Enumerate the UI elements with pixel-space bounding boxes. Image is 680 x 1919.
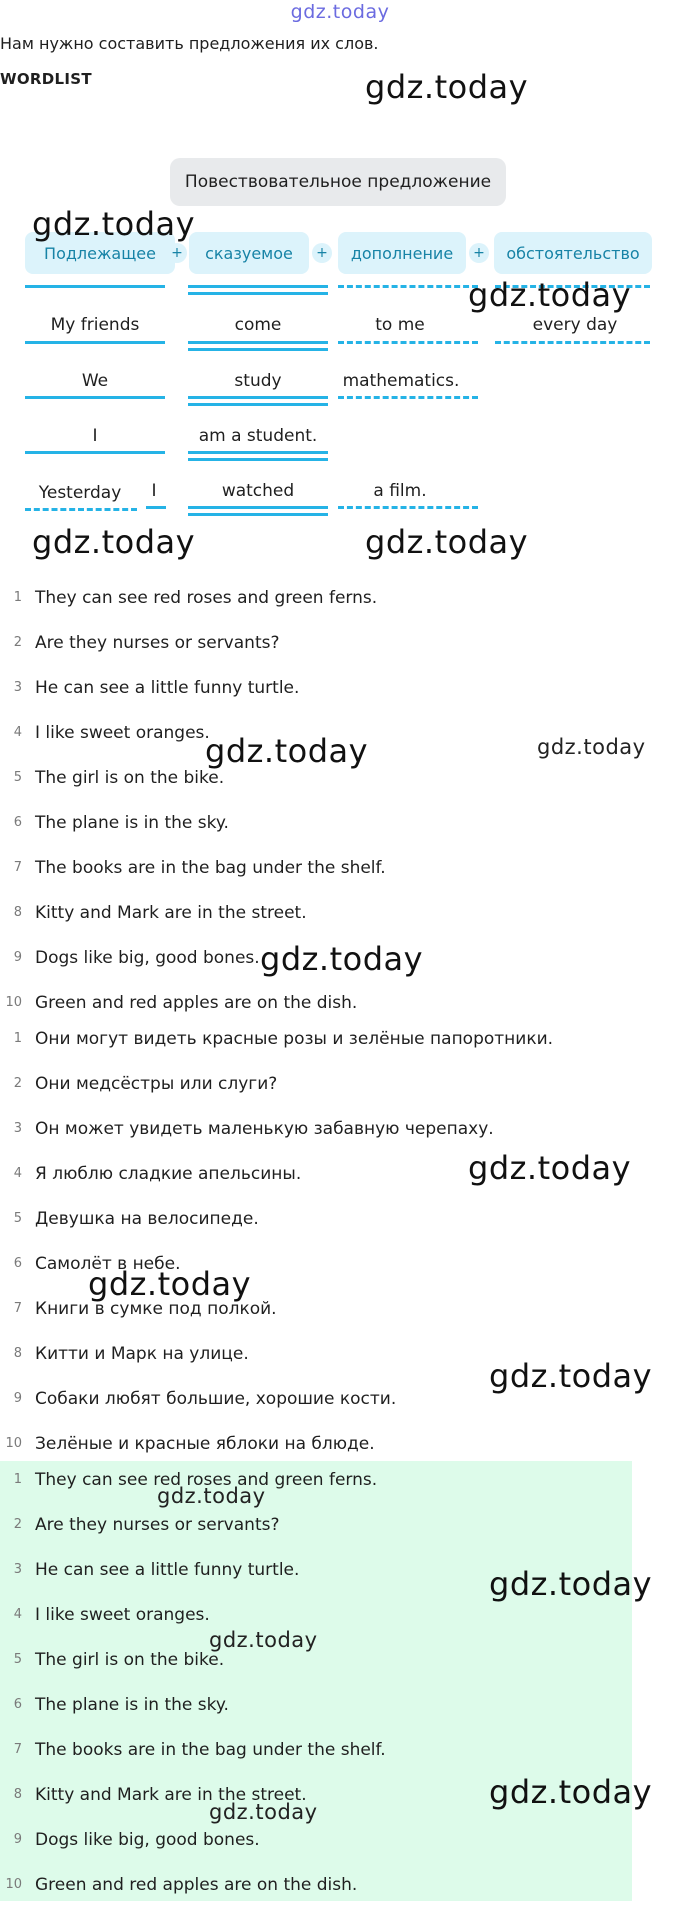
subject-underline [146, 506, 166, 509]
watermark: gdz.today [365, 68, 529, 106]
sentence-type-label: Повествовательное предложение [170, 158, 506, 206]
answer-sentence: Dogs like big, good bones. [35, 1830, 260, 1850]
item-number: 9 [13, 1832, 22, 1847]
plus-icon: + [167, 243, 187, 263]
item-number: 4 [13, 1166, 22, 1181]
wordlist-label: WORDLIST [0, 70, 92, 88]
watermark: gdz.today [468, 1149, 632, 1187]
watermark: gdz.today [365, 523, 529, 561]
example-subject: I [92, 426, 98, 446]
list-item [0, 812, 680, 857]
object-underline [338, 396, 478, 399]
english-sentence: The girl is on the bike. [35, 768, 225, 788]
list-item [0, 587, 680, 632]
answer-sentence: Kitty and Mark are in the street. [35, 1785, 307, 1805]
watermark: gdz.today [537, 735, 646, 759]
list-item [0, 1874, 680, 1919]
watermark: gdz.today [32, 523, 196, 561]
item-number: 6 [13, 1256, 22, 1271]
item-number: 8 [13, 905, 22, 920]
english-sentence: He can see a little funny turtle. [35, 678, 300, 698]
example-predicate: come [234, 315, 282, 335]
role-subject: Подлежащее [25, 232, 175, 274]
site-logo[interactable]: gdz.today [290, 1, 390, 23]
item-number: 10 [5, 995, 22, 1010]
answer-sentence: Green and red apples are on the dish. [35, 1875, 358, 1895]
example-object: a film. [373, 481, 427, 501]
english-sentence: The books are in the bag under the shelf. [35, 858, 386, 878]
example-object: to me [375, 315, 425, 335]
item-number: 5 [13, 1652, 22, 1667]
list-item [0, 1604, 680, 1649]
role-object: дополнение [338, 232, 466, 274]
object-underline [338, 506, 478, 509]
item-number: 2 [13, 1076, 22, 1091]
russian-sentence-list [0, 1028, 680, 1478]
list-item [0, 1469, 680, 1514]
item-number: 2 [13, 635, 22, 650]
watermark: gdz.today [489, 1773, 653, 1811]
example-subject: I [151, 481, 157, 501]
task-text: Нам нужно составить предложения их слов. [0, 34, 379, 53]
predicate-underline [188, 403, 328, 406]
list-item [0, 1649, 680, 1694]
predicate-underline [188, 348, 328, 351]
item-number: 8 [13, 1787, 22, 1802]
russian-sentence: Собаки любят большие, хорошие кости. [35, 1389, 397, 1409]
example-subject: We [81, 371, 109, 391]
role-predicate: сказуемое [189, 232, 309, 274]
watermark: gdz.today [468, 276, 632, 314]
answer-sentence: The girl is on the bike. [35, 1650, 225, 1670]
russian-sentence: Книги в сумке под полкой. [35, 1299, 277, 1319]
watermark: gdz.today [157, 1484, 266, 1508]
item-number: 4 [13, 1607, 22, 1622]
answer-sentence: He can see a little funny turtle. [35, 1560, 300, 1580]
list-item [0, 632, 680, 677]
object-underline [338, 285, 478, 288]
list-item [0, 1829, 680, 1874]
answer-sentence: They can see red roses and green ferns. [35, 1470, 378, 1490]
list-item [0, 1073, 680, 1118]
object-underline [338, 341, 478, 344]
english-sentence: Kitty and Mark are in the street. [35, 903, 307, 923]
answer-sentence: I like sweet oranges. [35, 1605, 210, 1625]
list-item [0, 1028, 680, 1073]
list-item [0, 677, 680, 722]
russian-sentence: Я люблю сладкие апельсины. [35, 1164, 302, 1184]
item-number: 8 [13, 1346, 22, 1361]
predicate-underline [188, 285, 328, 288]
watermark: gdz.today [209, 1628, 318, 1652]
item-number: 6 [13, 1697, 22, 1712]
item-number: 7 [13, 1742, 22, 1757]
watermark: gdz.today [209, 1800, 318, 1824]
item-number: 6 [13, 815, 22, 830]
answer-sentence: The plane is in the sky. [35, 1695, 229, 1715]
item-number: 2 [13, 1517, 22, 1532]
predicate-underline [188, 451, 328, 454]
example-adverbial: every day [532, 315, 618, 335]
english-sentence: Dogs like big, good bones. [35, 948, 260, 968]
watermark: gdz.today [489, 1357, 653, 1395]
plus-icon: + [469, 243, 489, 263]
russian-sentence: Зелёные и красные яблоки на блюде. [35, 1434, 375, 1454]
item-number: 5 [13, 1211, 22, 1226]
list-item [0, 1514, 680, 1559]
predicate-underline [188, 396, 328, 399]
english-sentence: Are they nurses or servants? [35, 633, 280, 653]
example-adverbial: Yesterday [38, 483, 122, 503]
item-number: 10 [5, 1877, 22, 1892]
predicate-underline [188, 506, 328, 509]
item-number: 7 [13, 1301, 22, 1316]
russian-sentence: Он может увидеть маленькую забавную черепаху. [35, 1119, 494, 1139]
watermark: gdz.today [260, 940, 424, 978]
adverbial-underline [25, 508, 137, 511]
predicate-underline [188, 513, 328, 516]
subject-underline [25, 285, 165, 288]
subject-underline [25, 396, 165, 399]
item-number: 4 [13, 725, 22, 740]
example-predicate: study [234, 371, 282, 391]
adverbial-underline [495, 341, 650, 344]
list-item [0, 1694, 680, 1739]
list-item [0, 1298, 680, 1343]
english-sentence: The plane is in the sky. [35, 813, 229, 833]
list-item [0, 1208, 680, 1253]
item-number: 3 [13, 1121, 22, 1136]
item-number: 1 [13, 1472, 22, 1487]
example-predicate: am a student. [198, 426, 318, 446]
subject-underline [25, 451, 165, 454]
russian-sentence: Они могут видеть красные розы и зелёные папоротники. [35, 1029, 554, 1049]
watermark: gdz.today [489, 1565, 653, 1603]
russian-sentence: Они медсёстры или слуги? [35, 1074, 278, 1094]
predicate-underline [188, 292, 328, 295]
watermark: gdz.today [88, 1265, 252, 1303]
item-number: 1 [13, 590, 22, 605]
predicate-underline [188, 341, 328, 344]
item-number: 1 [13, 1031, 22, 1046]
role-adverbial: обстоятельство [494, 232, 652, 274]
item-number: 3 [13, 680, 22, 695]
plus-icon: + [312, 243, 332, 263]
english-sentence: Green and red apples are on the dish. [35, 993, 358, 1013]
watermark: gdz.today [205, 732, 369, 770]
answer-sentence: The books are in the bag under the shelf. [35, 1740, 386, 1760]
russian-sentence: Девушка на велосипеде. [35, 1209, 259, 1229]
item-number: 3 [13, 1562, 22, 1577]
example-object: mathematics. [342, 371, 460, 391]
item-number: 9 [13, 1391, 22, 1406]
answer-sentence: Are they nurses or servants? [35, 1515, 280, 1535]
item-number: 9 [13, 950, 22, 965]
item-number: 10 [5, 1436, 22, 1451]
list-item [0, 767, 680, 812]
predicate-underline [188, 458, 328, 461]
example-predicate: watched [221, 481, 295, 501]
subject-underline [25, 341, 165, 344]
item-number: 7 [13, 860, 22, 875]
russian-sentence: Китти и Марк на улице. [35, 1344, 249, 1364]
item-number: 5 [13, 770, 22, 785]
example-subject: My friends [50, 315, 140, 335]
answer-sentence-list [0, 1469, 680, 1919]
english-sentence: They can see red roses and green ferns. [35, 588, 378, 608]
english-sentence: I like sweet oranges. [35, 723, 210, 743]
watermark: gdz.today [32, 205, 196, 243]
russian-sentence: Самолёт в небе. [35, 1254, 181, 1274]
list-item [0, 857, 680, 902]
